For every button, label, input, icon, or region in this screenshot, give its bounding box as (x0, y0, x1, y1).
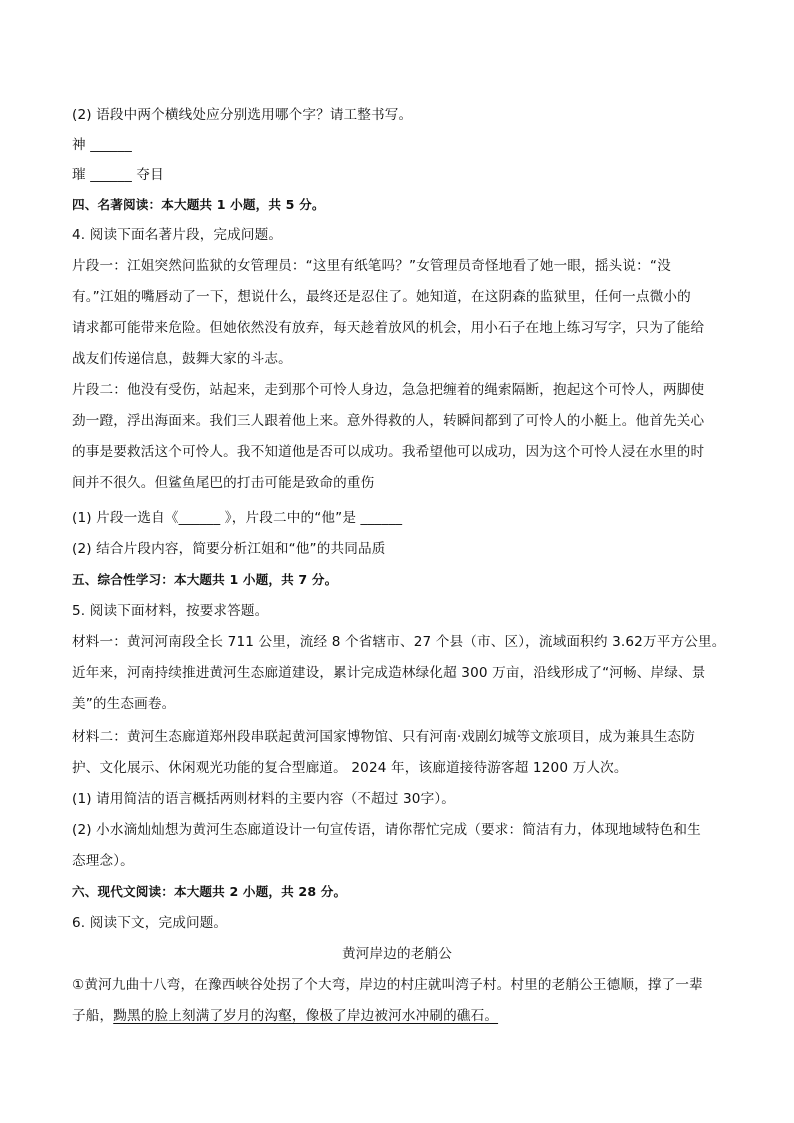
section4-sub1: (1) 片段一选自《______ 》，片段二中的“他”是 ______ (72, 510, 403, 526)
section5-sub2: 态理念）。 (72, 853, 134, 869)
fragment2-line: 的事是要救活这个可怜人。我不知道他是否可以成功。我希望他可以成功，因为这个可怜人浸在水里的时 (72, 444, 705, 460)
q2-blank2: 璀 ______ 夺目 (72, 167, 164, 183)
section4-intro: 4. 阅读下面名著片段，完成问题。 (72, 227, 283, 243)
section5-sub1: (1) 请用简洁的语言概括两则材料的主要内容（不超过 30字）。 (72, 791, 456, 807)
material1-line: 美”的生态画卷。 (72, 696, 176, 712)
fragment1-line: 请求都可能带来危险。但她依然没有放弃，每天趁着放风的机会，用小石子在地上练习写字，只为了能给 (72, 320, 705, 336)
material1-line: 材料一：黄河河南段全长 711 公里，流经 8 个省辖市、27 个县（市、区），流域面积约 3.62万平方公里。 (72, 634, 726, 650)
section4-sub2: (2) 结合片段内容，简要分析江姐和“他”的共同品质 (72, 541, 386, 557)
q2-blank1: 神 ______ (72, 137, 132, 153)
section5-sub2: (2) 小水滴灿灿想为黄河生态廊道设计一句宣传语，请你帮忙完成（要求：简洁有力，体现地域特色和生 (72, 822, 701, 838)
material2-line: 护、文化展示、休闲观光功能的复合型廊道。 2024 年，该廊道接待游客超 1200 万人次。 (72, 760, 628, 776)
fragment1-line: 片段一：江姐突然问监狱的女管理员：“这里有纸笔吗？”女管理员奇怪地看了她一眼，摇头说：“没 (72, 258, 671, 274)
fragment1-line: 战友们传递信息，鼓舞大家的斗志。 (72, 351, 292, 367)
fragment1-line: 有。”江姐的嘴唇动了一下，想说什么，最终还是忍住了。她知道，在这阴森的监狱里，任何一点微小的 (72, 289, 691, 305)
fragment2-line: 片段二：他没有受伤，站起来，走到那个可怜人身边，急急把缠着的绳索隔断，抱起这个可怜人，两脚使 (72, 382, 705, 398)
section5-intro: 5. 阅读下面材料，按要求答题。 (72, 603, 269, 619)
section5-heading: 五、综合性学习：本大题共 1 小题，共 7 分。 (72, 572, 338, 587)
q2-question: (2) 语段中两个横线处应分别选用哪个字？请工整书写。 (72, 107, 413, 123)
passage-title: 黄河岸边的老艄公 (342, 946, 452, 962)
passage-paragraph: ①黄河九曲十八弯，在豫西峡谷处拐了个大弯，岸边的村庄就叫湾子村。村里的老艄公王德顺，撑了一辈 (72, 977, 703, 993)
material2-line: 材料二：黄河生态廊道郑州段串联起黄河国家博物馆、只有河南·戏剧幻城等文旅项目，成为兼具生态防 (72, 729, 695, 745)
fragment2-line: 劲一蹬，浮出海面来。我们三人跟着他上来。意外得救的人，转瞬间都到了可怜人的小艇上。他首先关心 (72, 413, 705, 429)
underlined-sentence: 黝黑的脸上刻满了岁月的沟壑，像极了岸边被河水冲刷的礁石。 (113, 1008, 499, 1024)
passage-text: 子船， (72, 1008, 114, 1024)
passage-paragraph (72, 1007, 722, 1025)
section6-heading: 六、现代文阅读：本大题共 2 小题，共 28 分。 (72, 884, 347, 899)
fragment2-line: 间并不很久。但鲨鱼尾巴的打击可能是致命的重伤 (72, 475, 375, 491)
section4-heading: 四、名著阅读：本大题共 1 小题，共 5 分。 (72, 197, 325, 212)
material1-line: 近年来，河南持续推进黄河生态廊道建设，累计完成造林绿化超 300 万亩，沿线形成了“河畅、岸绿、景 (72, 665, 706, 681)
section6-intro: 6. 阅读下文，完成问题。 (72, 915, 228, 931)
